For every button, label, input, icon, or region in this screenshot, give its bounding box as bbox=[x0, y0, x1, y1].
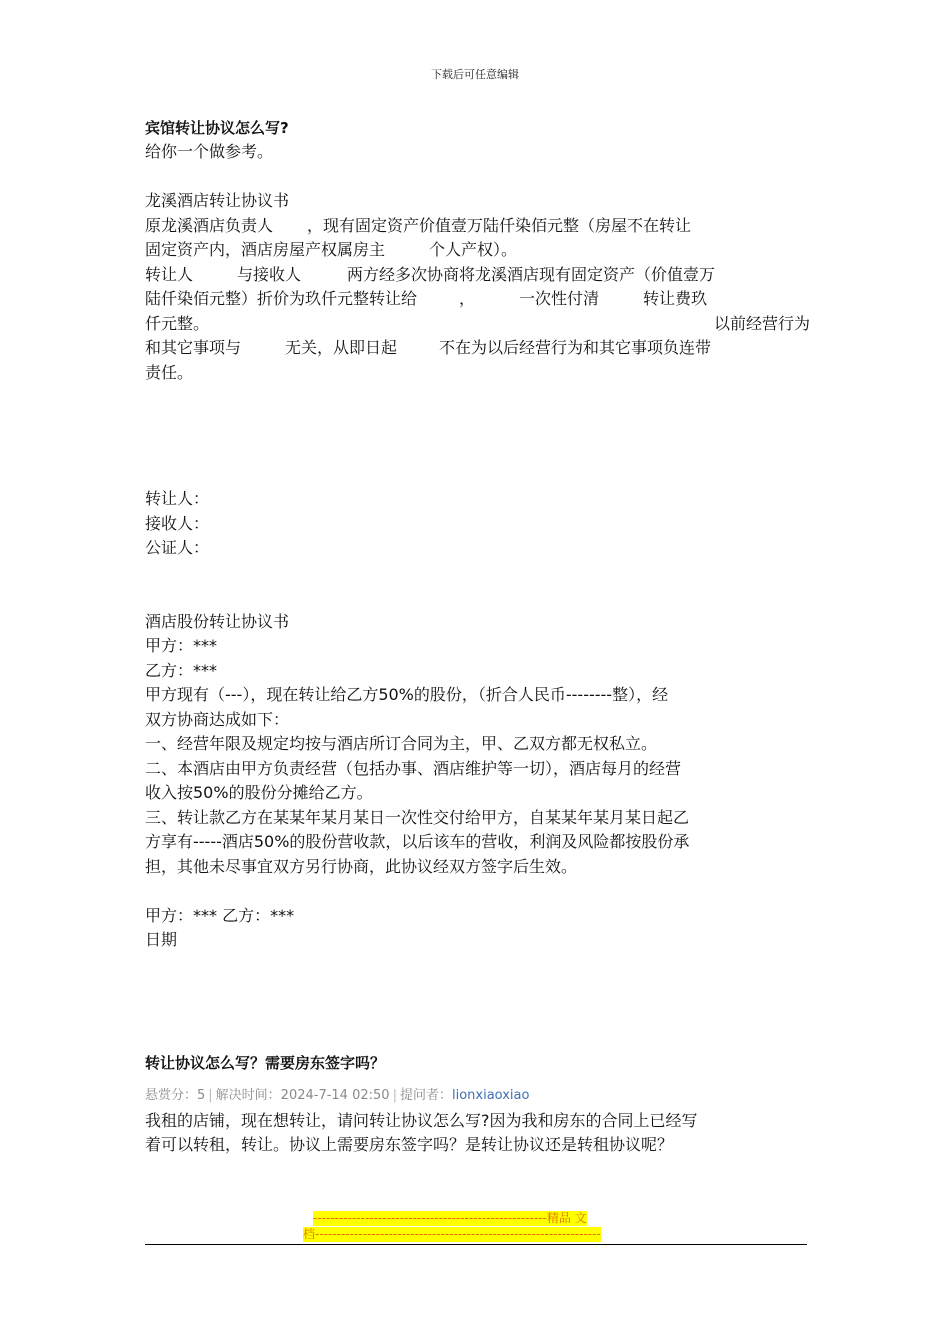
doc-title: 酒店股份转让协议书 bbox=[145, 611, 290, 631]
footer-rule bbox=[145, 1244, 807, 1245]
paragraph-line: 双方协商达成如下： bbox=[145, 709, 290, 729]
party-b: 乙方：*** bbox=[145, 660, 218, 680]
paragraph-line: 责任。 bbox=[145, 362, 194, 382]
question-body: 着可以转租，转让。协议上需要房东签字吗？是转让协议还是转租协议呢？ bbox=[145, 1135, 674, 1154]
question-meta: 悬赏分：5 | 解决时间：2024-7-14 02:50 | 提问者：lionxiaoxiao bbox=[145, 1087, 530, 1103]
document-body bbox=[145, 116, 810, 1158]
intro-text: 给你一个做参考。 bbox=[145, 142, 274, 161]
paragraph-line: 和其它事项与 无关，从即日起 不在为以后经营行为和其它事项负连带 bbox=[145, 338, 712, 357]
paragraph-line: 转让人 与接收人 两方经多次协商将龙溪酒店现有固定资产（价值壹万 bbox=[145, 264, 716, 284]
paragraph-line: 一、经营年限及规定均按与酒店所订合同为主，甲、乙双方都无权私立。 bbox=[145, 734, 658, 753]
signature-transferor: 转让人： bbox=[145, 489, 210, 508]
paragraph-line: 担，其他未尽事宜双方另行协商，此协议经双方签字后生效。 bbox=[145, 856, 578, 876]
signature-line: 甲方：*** 乙方：*** bbox=[145, 905, 295, 925]
date-line: 日期 bbox=[145, 930, 178, 949]
solve-time: 解决时间：2024-7-14 02:50 bbox=[215, 1087, 390, 1103]
doc-title: 龙溪酒店转让协议书 bbox=[145, 191, 290, 210]
question-title: 转让协议怎么写？需要房东签字吗？ bbox=[145, 1053, 386, 1072]
signature-notary: 公证人： bbox=[145, 538, 210, 557]
paragraph-line: 甲方现有（---），现在转让给乙方50%的股份，（折合人民币--------整），经 bbox=[145, 685, 669, 704]
section-title: 宾馆转让协议怎么写? bbox=[145, 119, 289, 137]
footer-watermark: ------------------------------------------------------精品 文 bbox=[313, 1211, 587, 1225]
paragraph-line: 收入按50%的股份分摊给乙方。 bbox=[145, 783, 373, 802]
paragraph-line: 固定资产内，酒店房屋产权属房主 个人产权）。 bbox=[145, 240, 518, 259]
paragraph-line: 二、本酒店由甲方负责经营（包括办事、酒店维护等一切），酒店每月的经营 bbox=[145, 758, 682, 778]
asker-link[interactable]: lionxiaoxiao bbox=[451, 1087, 530, 1103]
paragraph-line: 方享有-----酒店50%的股份营收款，以后该车的营收，利润及风险都按股份承 bbox=[145, 832, 690, 851]
paragraph-line: 原龙溪酒店负责人 ，现有固定资产价值壹万陆仟染佰元整（房屋不在转让 bbox=[145, 215, 692, 235]
signature-receiver: 接收人： bbox=[145, 513, 210, 533]
reward: 悬赏分：5 bbox=[145, 1087, 206, 1103]
paragraph-line: 三、转让款乙方在某某年某月某日一次性交付给甲方，自某某年某月某日起乙 bbox=[145, 807, 690, 827]
paragraph-line: 仟元整。 以前经营行为 bbox=[145, 313, 810, 333]
question-body: 我租的店铺，现在想转让，请问转让协议怎么写?因为我和房东的合同上已经写 bbox=[145, 1110, 698, 1130]
page-header: 下载后可任意编辑 bbox=[431, 68, 519, 81]
paragraph-line: 陆仟染佰元整）折价为玖仟元整转让给 ， 一次性付清 转让费玖 bbox=[145, 289, 708, 308]
footer-watermark: 档------------------------------------------------------------------ bbox=[303, 1227, 601, 1241]
party-a: 甲方：*** bbox=[145, 636, 218, 655]
